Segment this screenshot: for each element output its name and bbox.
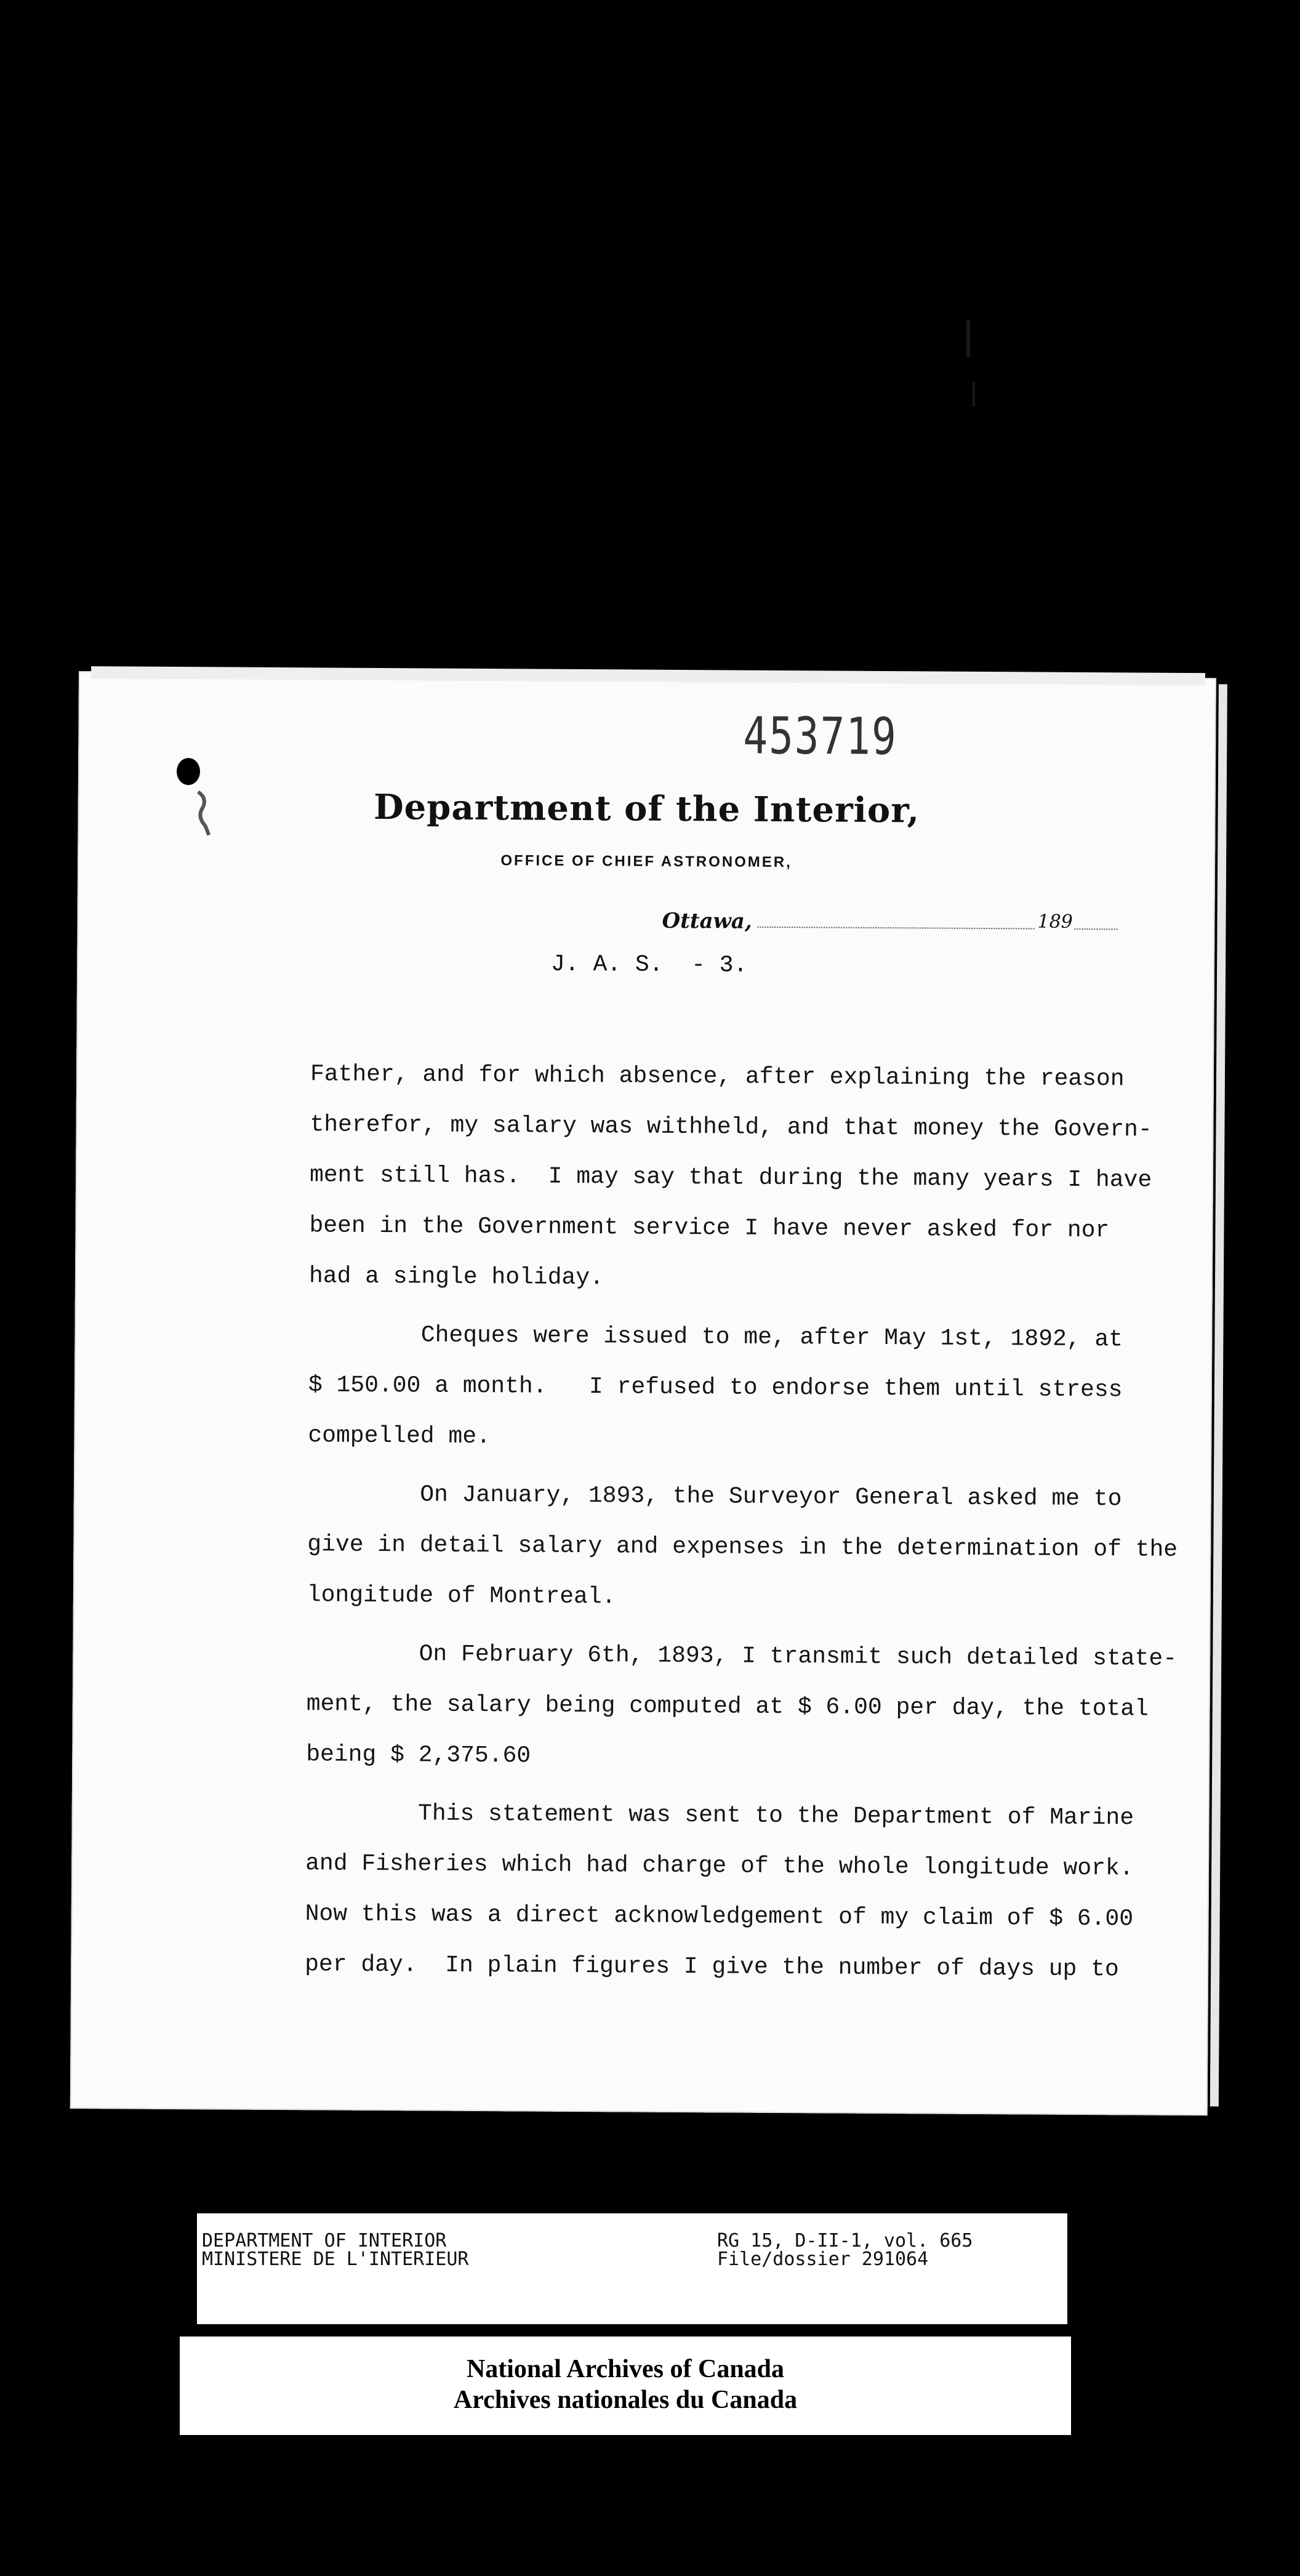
body-line: therefor, my salary was withheld, and that money the Govern- xyxy=(310,1111,1152,1143)
letter-page xyxy=(70,671,1216,2115)
body-line: On January, 1893, the Surveyor General asked me to xyxy=(307,1481,1122,1513)
page-reference: J. A. S. - 3. xyxy=(550,951,748,979)
archives-name-fr: Archives nationales du Canada xyxy=(453,2386,798,2414)
archives-banner xyxy=(180,2337,1071,2435)
place-city: Ottawa, xyxy=(662,908,752,934)
body-line: This statement was sent to the Department of Marine xyxy=(305,1800,1134,1832)
body-line: Cheques were issued to me, after May 1st, 1892, at xyxy=(308,1321,1123,1353)
scan-dust xyxy=(973,382,975,406)
letterhead-office: OFFICE OF CHIEF ASTRONOMER, xyxy=(500,852,792,871)
label-department xyxy=(202,2232,468,2269)
body-line: being $ 2,375.60 xyxy=(306,1741,531,1769)
label-department-en: DEPARTMENT OF INTERIOR xyxy=(202,2230,447,2252)
scan-dust xyxy=(966,320,970,357)
body-line: compelled me. xyxy=(308,1422,491,1451)
body-line: longitude of Montreal. xyxy=(307,1582,616,1611)
place-year: 189 xyxy=(1037,911,1073,933)
body-line: had a single holiday. xyxy=(308,1263,604,1292)
archives-name-en: National Archives of Canada xyxy=(466,2355,785,2383)
label-file-reference xyxy=(717,2232,973,2269)
letterhead-department: Department of the Interior, xyxy=(373,786,920,831)
body-line: ment still has. I may say that during the many years I have xyxy=(309,1162,1152,1194)
body-line: Father, and for which absence, after explaining the reason xyxy=(310,1061,1125,1093)
body-line: per day. In plain figures I give the number of days up to xyxy=(305,1951,1119,1983)
body-line: On February 6th, 1893, I transmit such detailed state- xyxy=(307,1640,1178,1672)
body-line: ment, the salary being computed at $ 6.00 per day, the total xyxy=(306,1691,1149,1723)
label-record-group: RG 15, D-II-1, vol. 665 xyxy=(717,2230,973,2252)
place-dots xyxy=(757,927,1034,930)
label-file-number: File/dossier 291064 xyxy=(717,2248,929,2270)
place-date-line xyxy=(662,909,1093,936)
body-line: been in the Government service I have never asked for nor xyxy=(309,1212,1110,1244)
body-line: $ 150.00 a month. I refused to endorse them until stress xyxy=(308,1372,1123,1404)
year-dots xyxy=(1074,928,1117,930)
body-line: Now this was a direct acknowledgement of my claim of $ 6.00 xyxy=(305,1901,1134,1933)
stamp-number: 453719 xyxy=(743,706,898,767)
archive-reference-label xyxy=(197,2213,1067,2324)
punch-hole xyxy=(177,758,200,785)
label-department-fr: MINISTERE DE L'INTERIEUR xyxy=(202,2248,469,2270)
body-line: and Fisheries which had charge of the whole longitude work. xyxy=(305,1850,1134,1882)
typed-body xyxy=(305,1049,1264,1995)
body-line: give in detail salary and expenses in the determination of the xyxy=(307,1531,1178,1563)
